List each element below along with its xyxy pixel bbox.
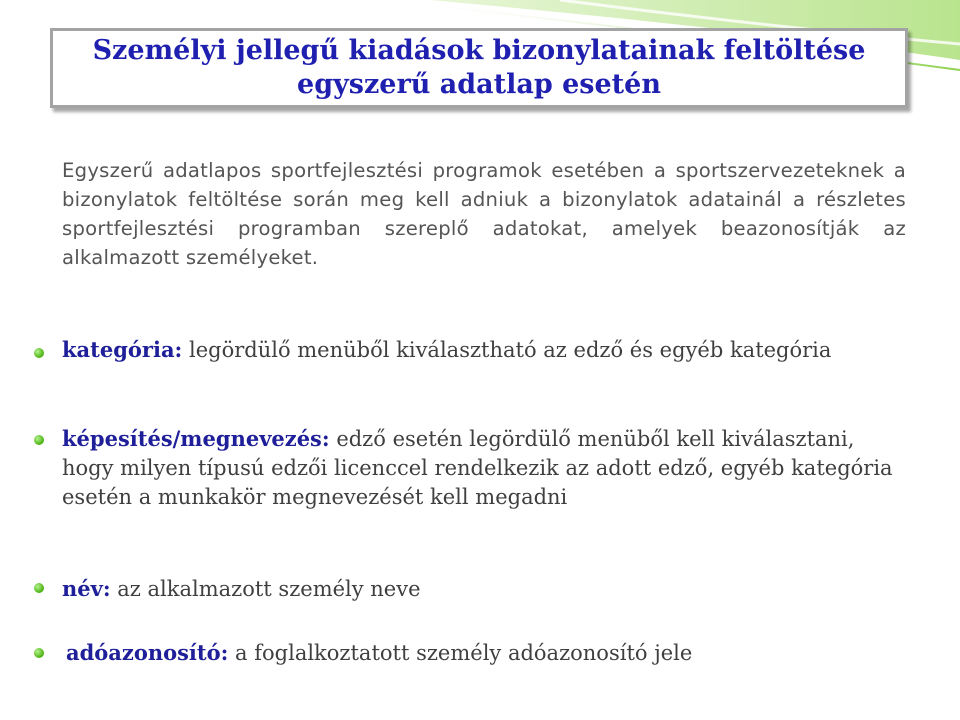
bullet-term: képesítés/megnevezés: — [62, 426, 330, 451]
bullet-term: név: — [62, 576, 111, 601]
bullet-dot-icon — [34, 583, 44, 593]
title-line-2: egyszerű adatlap esetén — [297, 69, 661, 100]
bullet-item-kepesites — [62, 424, 912, 512]
bullet-dot-icon — [34, 435, 44, 445]
bullet-term: adóazonosító: — [66, 640, 229, 665]
bullet-text: az alkalmazott személy neve — [110, 577, 421, 601]
bullet-item-nev — [62, 574, 912, 604]
title-line-1: Személyi jellegű kiadások bizonylatainak feltöltése — [92, 35, 866, 66]
intro-paragraph: Egyszerű adatlapos sportfejlesztési programok esetében a sportszervezeteknek a bizonylatok feltöltése során meg kell adniuk a bizonylatok adatainál a részletes sportfejlesztési programban szereplő adatokat, amelyek beazonosítják az alkalmazott személyeket. — [62, 159, 906, 269]
bullet-term: kategória: — [62, 337, 183, 362]
bullet-item-kategoria — [62, 335, 912, 365]
bullet-item-adoazonosito — [66, 638, 916, 668]
bullet-dot-icon — [34, 648, 44, 658]
bullet-text: edző esetén legördülő menüből kell kiválasztani, hogy milyen típusú edzői licenccel rendelkezik az adott edző, egyéb kategória esetén a munkakör megnevezését kell megadni — [62, 427, 893, 509]
bullet-text: legördülő menüből kiválasztható az edző és egyéb kategória — [182, 338, 832, 362]
bullet-dot-icon — [34, 348, 44, 358]
bullet-text: a foglalkoztatott személy adóazonosító jele — [228, 641, 693, 665]
